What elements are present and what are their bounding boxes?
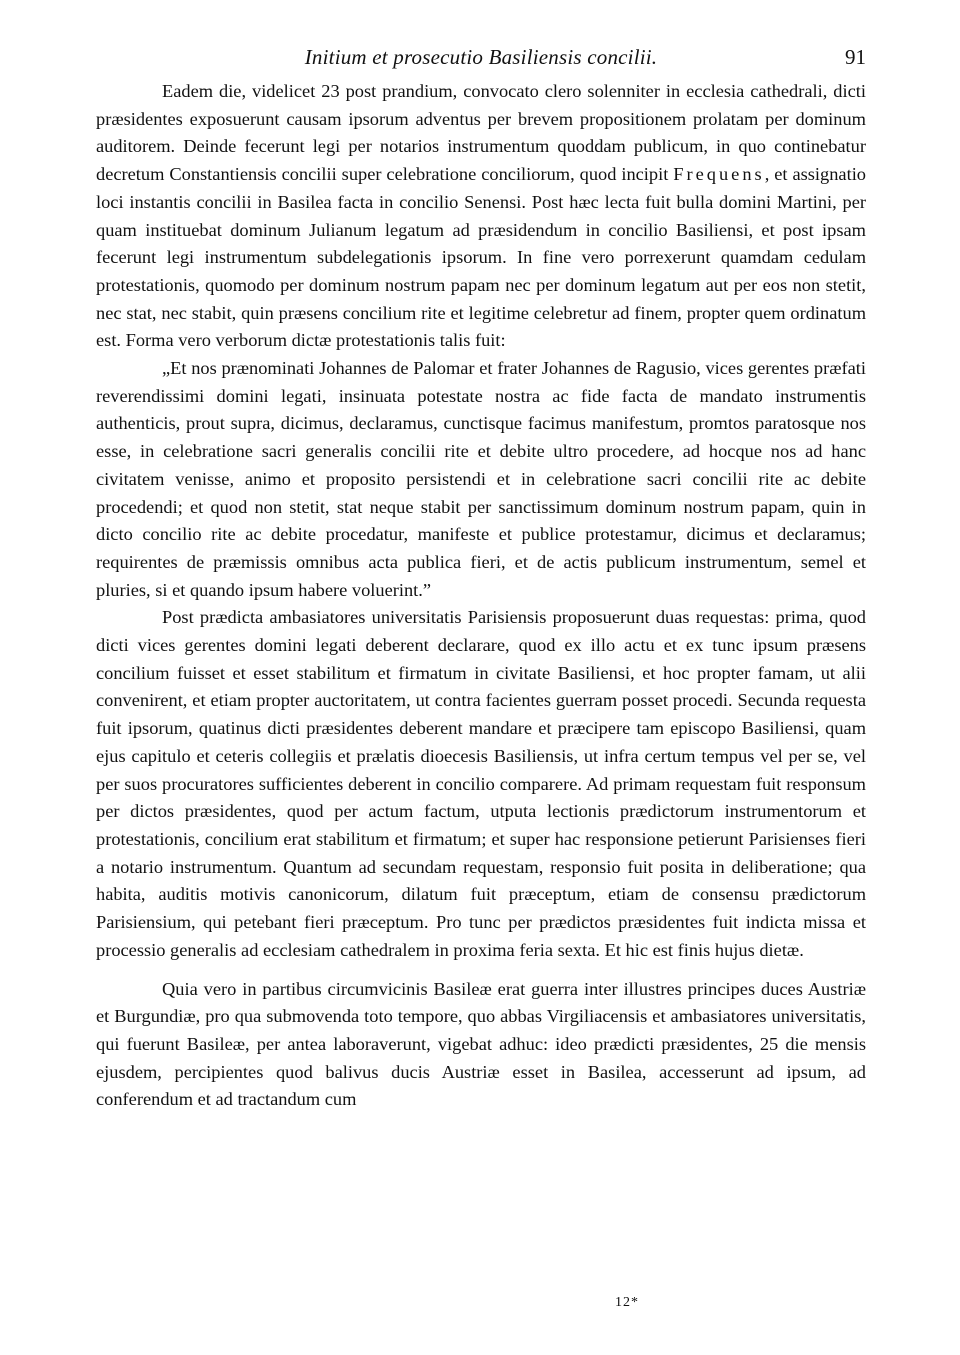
- spaced-word-frequens: Frequens: [673, 164, 765, 185]
- paragraph-3: Post prædicta ambasiatores universitatis Parisiensis proposuerunt duas requestas: prima, quod dicti vices gerentes domini legati deberent declarare, quod ex illo actu et ex tunc ipsum præsens concilium fuisset et esset stabilitum et firmatum in civitate Basiliensi, et hoc propter famam, ut alii convenirent, et etiam propter auctoritatem, ut contra facientes guerram posset procedi. Secunda requesta fuit ipsorum, quatinus dicti præsidentes deberent mandare et præcipere tam episcopo Basiliensi, quam ejus capitulo et ceteris collegiis et prælatis dioecesis Basiliensis, ut infra certum tempus vel per se, vel per suos procuratores sufficientes deberent in concilio comparere. Ad primam requestam fuit responsum per dictos præsidentes, quod per actum factum, utputa lectionis prædictorum instrumentorum et protestationis, concilium erat stabilitum et firmatum; et super hac responsione petierunt Parisienses fieri a notario instrumentum. Quantum ad secundam requestam, responsio fuit posita in deliberatione; qua habita, auditis motivis canonicorum, dilatum fuit præceptum, etiam de consensu prædictorum Parisiensium, qui petebant fieri præceptum. Pro tunc per prædictos præsidentes fuit indicta missa et processio generalis ad ecclesiam cathedralem in proxima feria sexta. Et hic est finis hujus dietæ.: [96, 607, 866, 960]
- paragraph-4: Quia vero in partibus circumvicinis Basileæ erat guerra inter illustres principes duces Austriæ et Burgundiæ, pro qua submovenda toto tempore, quo abbas Virgiliacensis et ambasiatores universitatis, qui fuerunt Basileæ, per antea laboraverunt, vigebat adhuc: ideo prædicti præsidentes, 25 die mensis ejusdem, percipientes quod balivus ducis Austriæ esset in Basilea, accesserunt ad ipsum, ad conferendum et ad tractandum cum: [96, 978, 866, 1110]
- page-number: 91: [845, 45, 866, 69]
- running-head: [96, 42, 866, 78]
- paragraph-gap: [96, 965, 866, 976]
- paragraph-1: [96, 78, 866, 355]
- running-title: Initium et prosecutio Basiliensis concilii.: [304, 45, 658, 69]
- paragraph-protestation-quote: „Et nos prænominati Johannes de Palomar et frater Johannes de Ragusio, vices gerentes præfati reverendissimi domini legati, insinuata potestate nostra ac fide facta de mandato instrumentis authenticis, prout supra, dicimus, declaramus, cunctisque facimus manifestum, promtos paratosque nos esse, in celebratione sacri generalis concilii rite et debite ultro procedere, ad hocque nos ad hanc civitatem venisse, animo et proposito persistendi et in celebratione sacri concilii rite ac debite procedendi; et quod non stetit, stat neque stabit per sanctissimum dominum nostrum papam, quin in dicto concilio rite ac debite procedatur, manifeste et publice protestamur, dicimus et declaramus; requirentes de præmissis omnibus acta publica fieri, et de actis publicum instrumentum, semel et pluries, si et quando ipsum habere voluerint.”: [96, 358, 866, 600]
- signature-mark: 12*: [615, 1295, 639, 1310]
- body-text: [96, 78, 866, 1114]
- paragraph-1-part-1: Eadem die, videlicet 23 post prandium, convocato clero solenniter in ecclesia cathedrali, dicti præsidentes exposuerunt causam ipsorum adventus per brevem propositionem prolatam per dominum auditorem. Deinde fecerunt legi per notarios instrumentum quoddam publicum, in quo continebatur decretum Constantiensis concilii super celebratione conciliorum, quod incipit: [96, 81, 866, 185]
- paragraph-1-part-2: , et assignatio loci instantis concilii in Basilea facta in concilio Senensi. Post hæc lecta fuit bulla domini Martini, per quam instituebat dominum Julianum legatum ad præsidendum in concilio Basiliensi, et post ipsam fecerunt legi instrumentum subdelegationis ipsorum. In fine vero porrexerunt quamdam cedulam protestationis, quomodo per dominum nostrum papam nec per dominum legatum aut per eos non stetit, nec stat, nec stabit, quin præsens concilium rite et legitime celebretur ad finem, propter quem ordinatum est. Forma vero verborum dictæ protestationis talis fuit:: [96, 164, 867, 351]
- document-page: [96, 42, 866, 1114]
